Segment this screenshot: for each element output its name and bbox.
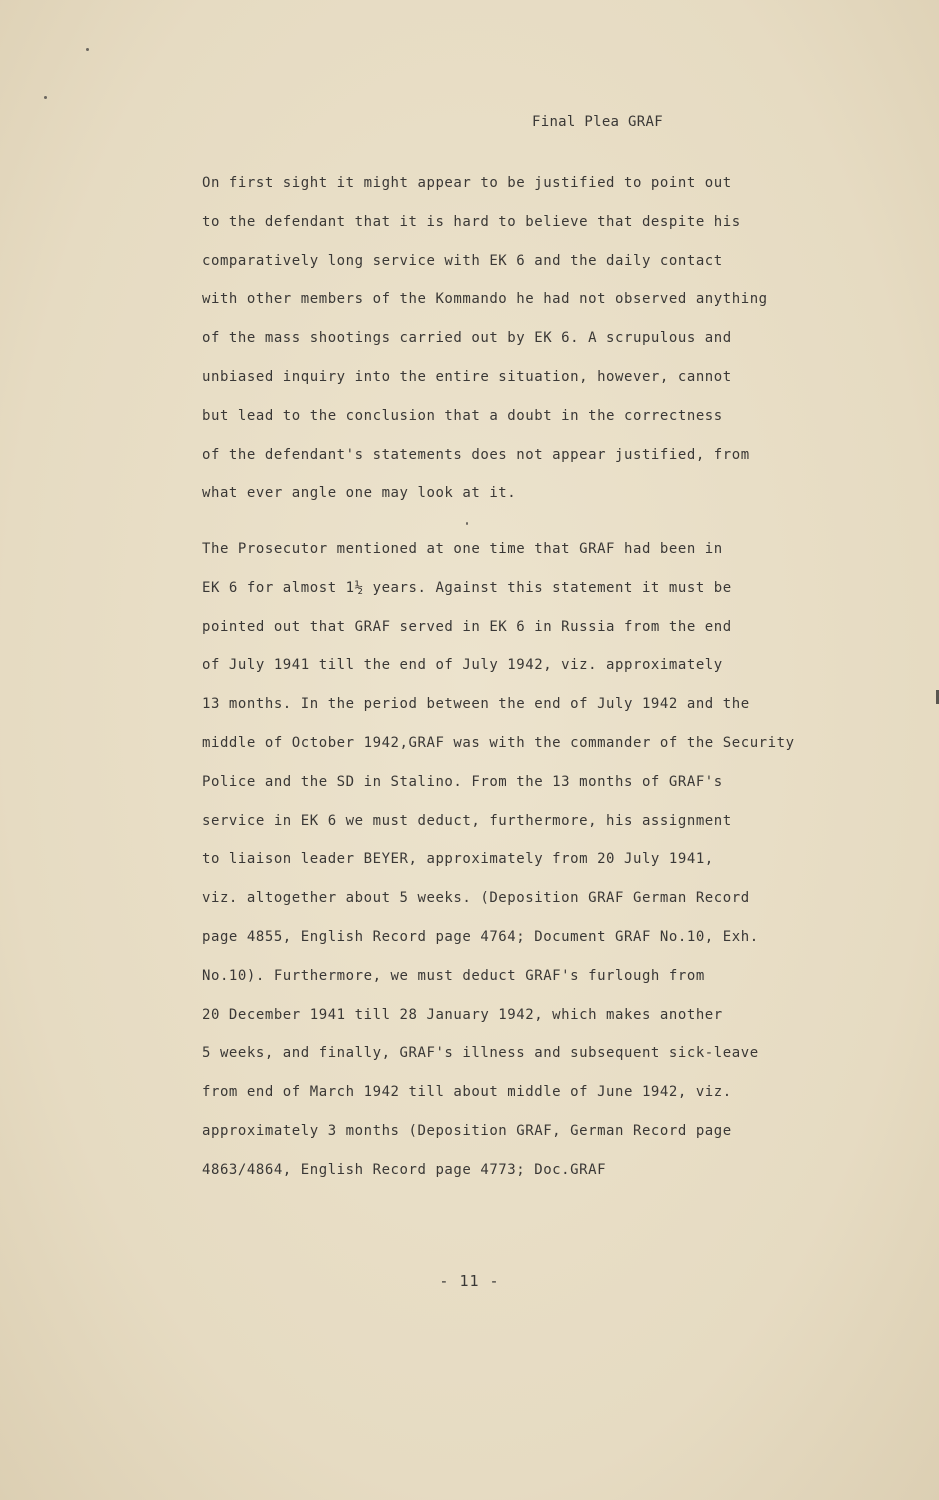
text-line: of the defendant's statements does not appear justified, from bbox=[202, 446, 750, 463]
paragraph-1 bbox=[202, 164, 862, 513]
paper-speck bbox=[44, 96, 47, 99]
text-line: from end of March 1942 till about middle of June 1942, viz. bbox=[202, 1084, 732, 1101]
text-line: EK 6 for almost 1½ years. Against this statement it must be bbox=[202, 579, 732, 596]
text-line: On first sight it might appear to be justified to point out bbox=[202, 175, 732, 191]
text-line: page 4855, English Record page 4764; Document GRAF No.10, Exh. bbox=[202, 928, 759, 945]
text-line: to liaison leader BEYER, approximately from 20 July 1941, bbox=[202, 851, 714, 868]
text-line: middle of October 1942,GRAF was with the commander of the Security bbox=[202, 734, 795, 751]
page-number: - 11 - bbox=[439, 1272, 500, 1290]
text-line: service in EK 6 we must deduct, furthermore, his assignment bbox=[202, 812, 732, 829]
text-line: 5 weeks, and finally, GRAF's illness and subsequent sick-leave bbox=[202, 1045, 759, 1062]
text-line: No.10). Furthermore, we must deduct GRAF's furlough from bbox=[202, 967, 705, 984]
text-line: viz. altogether about 5 weeks. (Deposition GRAF German Record bbox=[202, 890, 750, 907]
page-title: Final Plea GRAF bbox=[532, 114, 663, 130]
text-line: with other members of the Kommando he had not observed anything bbox=[202, 291, 768, 308]
text-line: 13 months. In the period between the end of July 1942 and the bbox=[202, 696, 750, 713]
text-line: but lead to the conclusion that a doubt in the correctness bbox=[202, 407, 723, 424]
text-line: 20 December 1941 till 28 January 1942, which makes another bbox=[202, 1006, 723, 1023]
text-line: of the mass shootings carried out by EK 6. A scrupulous and bbox=[202, 330, 732, 347]
text-line: approximately 3 months (Deposition GRAF, German Record page bbox=[202, 1122, 732, 1139]
text-line: of July 1941 till the end of July 1942, viz. approximately bbox=[202, 657, 723, 674]
paragraph-2 bbox=[202, 530, 862, 1190]
text-line: to the defendant that it is hard to believe that despite his bbox=[202, 213, 741, 230]
text-line: unbiased inquiry into the entire situation, however, cannot bbox=[202, 368, 732, 385]
text-line: comparatively long service with EK 6 and the daily contact bbox=[202, 252, 723, 269]
text-line: pointed out that GRAF served in EK 6 in Russia from the end bbox=[202, 618, 732, 635]
text-line: 4863/4864, English Record page 4773; Doc.GRAF bbox=[202, 1161, 607, 1178]
text-line: The Prosecutor mentioned at one time that GRAF had been in bbox=[202, 541, 723, 557]
text-line: Police and the SD in Stalino. From the 13 months of GRAF's bbox=[202, 773, 723, 790]
paper-speck bbox=[466, 522, 468, 525]
text-line: what ever angle one may look at it. bbox=[202, 485, 517, 502]
paper-speck bbox=[86, 48, 89, 51]
